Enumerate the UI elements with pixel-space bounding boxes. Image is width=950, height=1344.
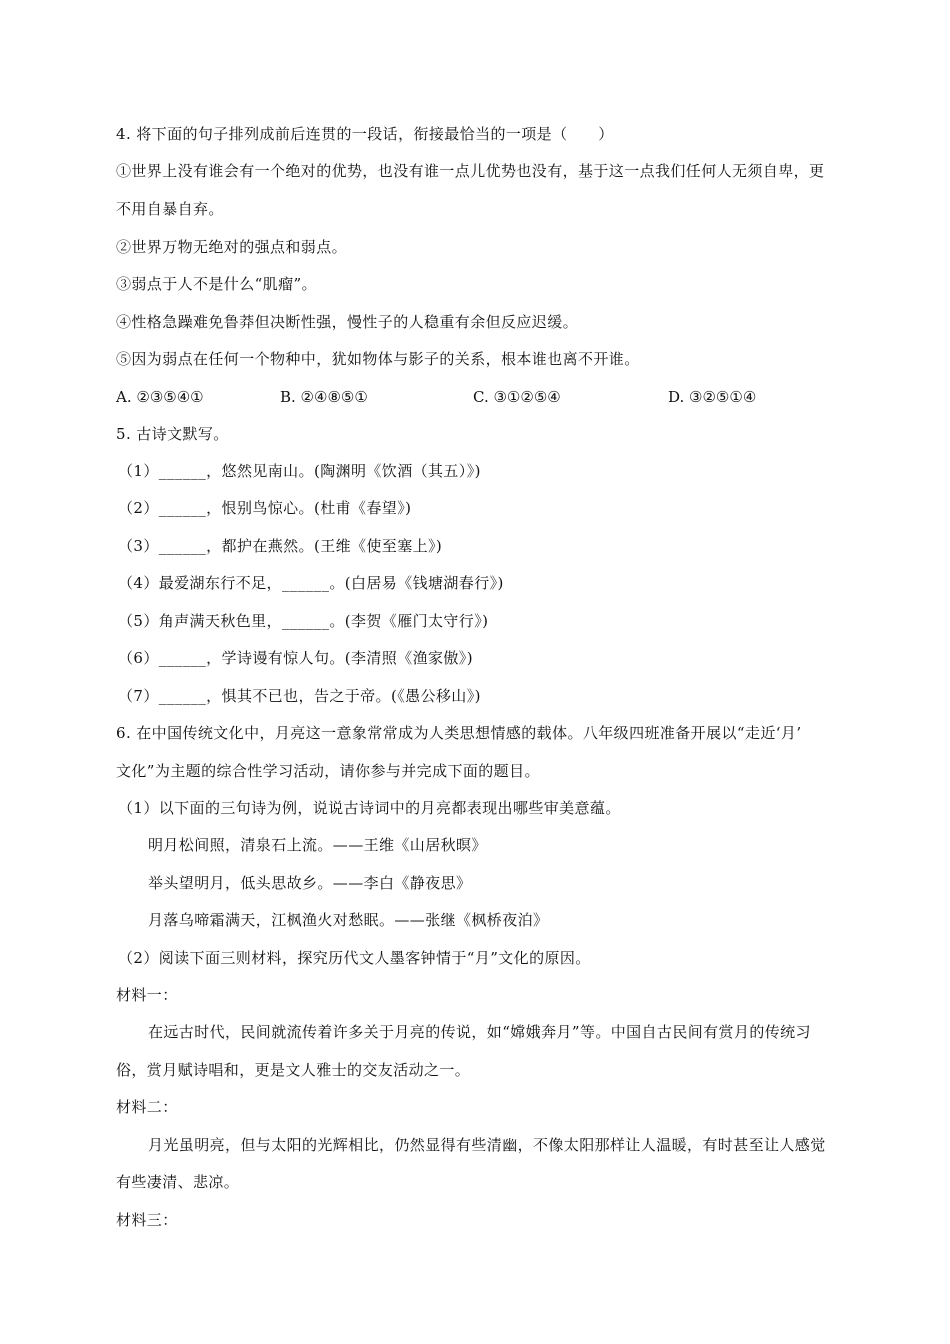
sentence-1-line-2: 不用自暴自弃。 bbox=[116, 200, 224, 218]
question-4-stem: 4. 将下面的句子排列成前后连贯的一段话，衔接最恰当的一项是（ ） bbox=[116, 125, 614, 143]
recitation-item-4: （4）最爱湖东行不足，______。(白居易《钱塘湖春行》) bbox=[118, 574, 504, 592]
sentence-5: ⑤因为弱点在任何一个物种中，犹如物体与影子的关系，根本谁也离不开谁。 bbox=[116, 350, 640, 368]
material-3-title: 材料三： bbox=[116, 1211, 178, 1229]
recitation-item-7: （7）______，惧其不已也，告之于帝。(《愚公移山》) bbox=[118, 687, 481, 705]
recitation-item-2: （2）______，恨别鸟惊心。(杜甫《春望》) bbox=[118, 499, 412, 517]
sentence-3: ③弱点于人不是什么“肌瘤”。 bbox=[116, 275, 317, 293]
option-d: D. ③②⑤①④ bbox=[668, 388, 757, 406]
question-6-stem-line-2: 文化”为主题的综合性学习活动，请你参与并完成下面的题目。 bbox=[116, 762, 540, 780]
sentence-1-line-1: ①世界上没有谁会有一个绝对的优势，也没有谁一点儿优势也没有，基于这一点我们任何人无须自卑，更 bbox=[116, 162, 825, 180]
poem-line-1: 明月松间照，清泉石上流。——王维《山居秋暝》 bbox=[148, 836, 487, 854]
poem-line-2: 举头望明月，低头思故乡。——李白《静夜思》 bbox=[148, 874, 472, 892]
sub-question-1: （1）以下面的三句诗为例，说说古诗词中的月亮都表现出哪些审美意蕴。 bbox=[118, 799, 621, 817]
sentence-4: ④性格急躁难免鲁莽但决断性强，慢性子的人稳重有余但反应迟缓。 bbox=[116, 313, 579, 331]
option-c: C. ③①②⑤④ bbox=[473, 388, 561, 406]
question-6-stem-line-1: 6. 在中国传统文化中，月亮这一意象常常成为人类思想情感的载体。八年级四班准备开展以“走近‘月’ bbox=[116, 724, 802, 742]
option-a: A. ②③⑤④① bbox=[116, 388, 204, 406]
recitation-item-6: （6）______，学诗谩有惊人句。(李清照《渔家傲》) bbox=[118, 649, 473, 667]
recitation-item-3: （3）______，都护在燕然。(王维《使至塞上》) bbox=[118, 537, 443, 555]
material-2-title: 材料二： bbox=[116, 1098, 178, 1116]
recitation-item-1: （1）______，悠然见南山。(陶渊明《饮酒（其五）》) bbox=[118, 462, 481, 480]
material-2-line-2: 有些凄清、悲凉。 bbox=[116, 1173, 240, 1191]
material-1-line-2: 俗，赏月赋诗唱和，更是文人雅士的交友活动之一。 bbox=[116, 1061, 471, 1079]
recitation-item-5: （5）角声满天秋色里，______。(李贺《雁门太守行》) bbox=[118, 612, 489, 630]
sub-question-2: （2）阅读下面三则材料，探究历代文人墨客钟情于“月”文化的原因。 bbox=[118, 949, 591, 967]
material-2-line-1: 月光虽明亮，但与太阳的光辉相比，仍然显得有些清幽，不像太阳那样让人温暖，有时甚至让人感觉 bbox=[148, 1136, 826, 1154]
poem-line-3: 月落乌啼霜满天，江枫渔火对愁眠。——张继《枫桥夜泊》 bbox=[148, 911, 549, 929]
option-b: B. ②④⑧⑤① bbox=[280, 388, 368, 406]
material-1-line-1: 在远古时代，民间就流传着许多关于月亮的传说，如“嫦娥奔月”等。中国自古民间有赏月的传统习 bbox=[148, 1023, 811, 1041]
sentence-2: ②世界万物无绝对的强点和弱点。 bbox=[116, 238, 348, 256]
material-1-title: 材料一： bbox=[116, 986, 178, 1004]
question-5-stem: 5. 古诗文默写。 bbox=[116, 425, 229, 443]
